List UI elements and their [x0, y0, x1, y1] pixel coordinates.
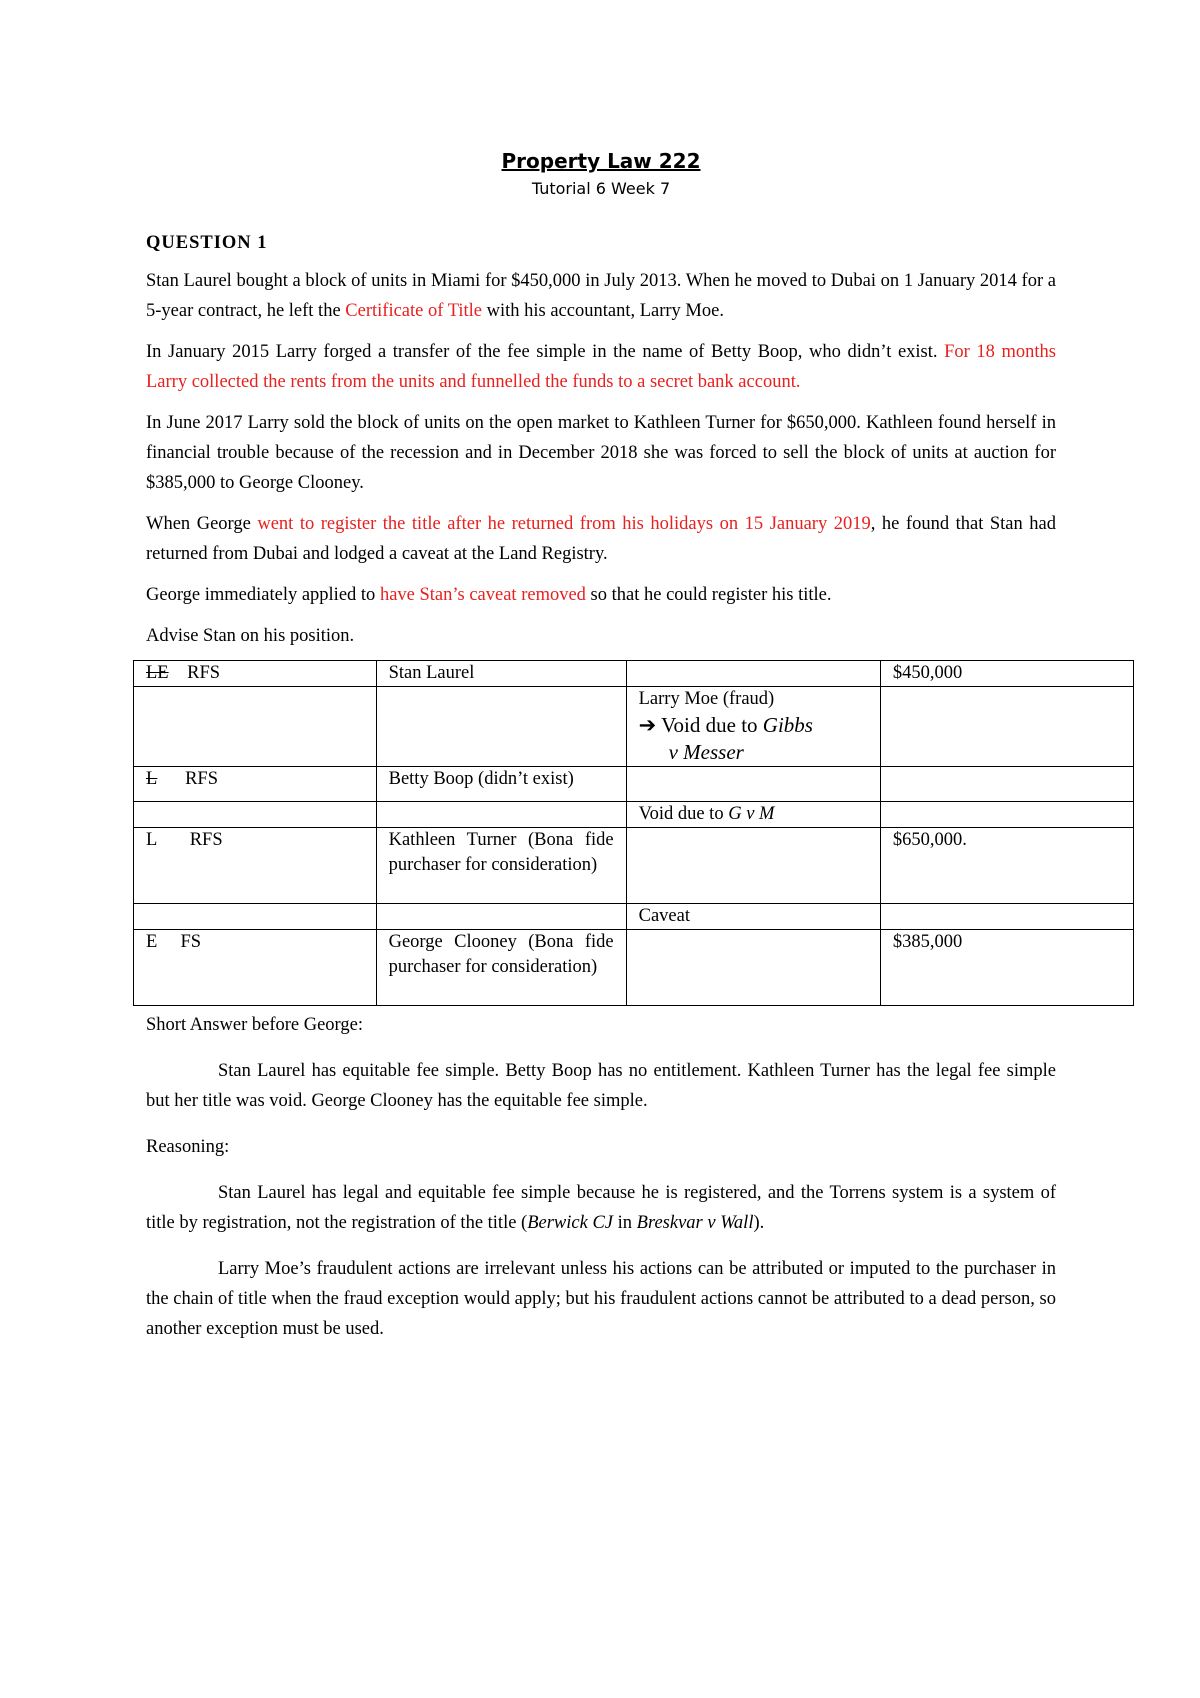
document-body — [146, 146, 1056, 1355]
table-row — [134, 802, 1134, 828]
q-p1-text: Stan Laurel bought a block of units in Miami for $450,000 in July 2013. When he moved to Dubai on 1 January 2014 for a 5-year contract, he left the — [146, 271, 1056, 321]
table-cell: Stan Laurel — [376, 661, 626, 687]
table-cell — [134, 661, 377, 687]
status-code: L — [146, 830, 158, 850]
arrow-icon: ➔ — [638, 713, 657, 737]
table-cell: $650,000. — [880, 828, 1133, 904]
table-row — [134, 930, 1134, 1006]
table-row — [134, 661, 1134, 687]
title-chain-table — [133, 660, 1134, 1006]
q-p2-text: In January 2015 Larry forged a transfer of the fee simple in the name of Betty Boop, who didn’t exist. — [146, 342, 945, 362]
table-cell: Kathleen Turner (Bona fide purchaser for consideration) — [376, 828, 626, 904]
reasoning-paragraph-1 — [146, 1178, 1056, 1238]
estate-code: RFS — [189, 830, 223, 850]
page-subtitle: Tutorial 6 Week 7 — [531, 179, 671, 198]
table-cell — [376, 687, 626, 767]
question-heading: QUESTION 1 — [146, 233, 268, 253]
reasoning-heading: Reasoning: — [146, 1137, 230, 1157]
table-cell — [626, 930, 880, 1006]
case-name: G v M — [728, 804, 775, 824]
table-row — [134, 767, 1134, 802]
estate-code: RFS — [187, 663, 221, 683]
short-answer-text: Stan Laurel has equitable fee simple. Betty Boop has no entitlement. Kathleen Turner has the legal fee simple but her title was void. George Clooney has the equitable fee simple. — [146, 1061, 1056, 1111]
q-p4-end: , he found that Stan had returned from Dubai and lodged a caveat at the Land Registry. — [146, 514, 1057, 564]
table-row — [134, 687, 1134, 767]
reason1-text: Stan Laurel has legal and equitable fee simple because he is registered, and the Torrens system is a system of title by registration, not the registration of the title ( — [146, 1183, 1056, 1233]
q-p1-highlight: Certificate of Title — [345, 301, 482, 321]
void-note — [639, 712, 868, 766]
q-p5-highlight: have Stan’s caveat removed — [379, 585, 586, 605]
table-cell — [134, 802, 377, 828]
table-cell — [626, 802, 880, 828]
reasoning-paragraph-2: Larry Moe’s fraudulent actions are irrelevant unless his actions can be attributed or imputed to the purchaser in the chain of title when the fraud exception would apply; but his fraudulent actions cannot be attributed to a dead person, so another exception must be used. — [146, 1259, 1056, 1339]
table-cell — [880, 687, 1133, 767]
estate-code: RFS — [185, 769, 218, 789]
reason1-in: in — [613, 1213, 637, 1233]
table-cell — [880, 767, 1133, 802]
void-text: Void due to — [638, 804, 729, 824]
question-paragraph-3: In June 2017 Larry sold the block of units on the open market to Kathleen Turner for $650,000. Kathleen found herself in financial trouble because of the recession and in December 2018 she was forced to sell the block of units at auction for $385,000 to George Clooney. — [146, 413, 1056, 493]
table-cell — [376, 802, 626, 828]
q-p5-start: George immediately applied to — [146, 585, 380, 605]
table-cell — [880, 802, 1133, 828]
void-text: Void due to — [656, 713, 763, 737]
estate-code: FS — [180, 932, 202, 952]
status-code: L — [146, 769, 158, 789]
fraud-label: Larry Moe (fraud) — [638, 689, 775, 709]
table-cell: Caveat — [626, 904, 880, 930]
question-paragraph-2 — [146, 337, 1056, 397]
table-cell — [134, 904, 377, 930]
status-code: E — [146, 932, 158, 952]
question-paragraph-4 — [146, 509, 1056, 569]
table-row — [134, 828, 1134, 904]
page-title: Property Law 222 — [501, 149, 701, 173]
table-cell: Betty Boop (didn’t exist) — [376, 767, 626, 802]
short-answer-heading: Short Answer before George: — [146, 1015, 363, 1035]
case-name-cont: v Messer — [668, 740, 744, 764]
table-cell — [134, 767, 377, 802]
reason1-end: ). — [753, 1213, 765, 1233]
case-name: Gibbs — [762, 713, 813, 737]
table-cell — [626, 661, 880, 687]
table-cell: $385,000 — [880, 930, 1133, 1006]
table-cell — [134, 828, 377, 904]
table-cell — [134, 687, 377, 767]
question-paragraph-6: Advise Stan on his position. — [146, 626, 355, 646]
status-code: LE — [146, 663, 169, 683]
q-p2-highlight: For 18 months Larry collected the rents from the units and funnelled the funds to a secret bank account. — [146, 342, 1056, 392]
table-cell — [880, 904, 1133, 930]
question-paragraph-1 — [146, 266, 1056, 326]
table-cell: George Clooney (Bona fide purchaser for consideration) — [376, 930, 626, 1006]
table-cell — [626, 828, 880, 904]
table-cell — [376, 904, 626, 930]
judge-name: Berwick CJ — [527, 1213, 614, 1233]
table-cell: $450,000 — [880, 661, 1133, 687]
q-p5-end: so that he could register his title. — [585, 585, 832, 605]
table-cell — [134, 930, 377, 1006]
q-p1-end: with his accountant, Larry Moe. — [481, 301, 724, 321]
table-row — [134, 904, 1134, 930]
q-p4-highlight: went to register the title after he returned from his holidays on 15 January 2019 — [257, 514, 871, 534]
table-cell — [626, 687, 880, 767]
case-name: Breskvar v Wall — [636, 1213, 754, 1233]
q-p4-start: When George — [146, 514, 258, 534]
question-paragraph-5 — [146, 580, 1056, 610]
table-cell — [626, 767, 880, 802]
